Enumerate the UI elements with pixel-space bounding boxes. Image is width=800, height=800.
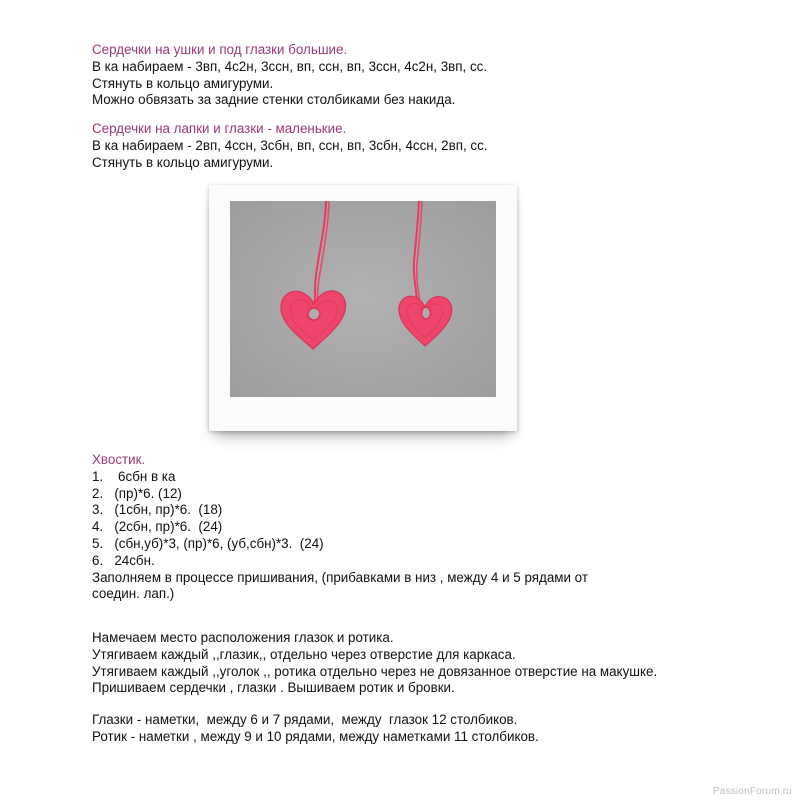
photo-background xyxy=(230,201,496,397)
pattern-row: 1. 6сбн в ка xyxy=(92,468,176,484)
instruction-line: Стянуть в кольцо амигуруми. xyxy=(92,154,274,170)
instruction-line: В ка набираем - 3вп, 4с2н, 3ссн, вп, ссн, вп, 3ссн, 4с2н, 3вп, сс. xyxy=(92,58,488,74)
section-small-hearts xyxy=(92,121,488,171)
hearts-photo-frame xyxy=(209,185,517,431)
section-tail xyxy=(92,452,588,603)
assembly-line: Пришиваем сердечки , глазки . Вышиваем ротик и бровки. xyxy=(92,680,455,696)
pattern-row: 5. (сбн,уб)*3, (пр)*6, (уб,сбн)*3. (24) xyxy=(92,535,324,551)
section-big-hearts-title: Сердечки на ушки и под глазки большие. xyxy=(92,42,348,57)
watermark: PassionForum.ru xyxy=(712,786,792,797)
pattern-row: 3. (1сбн, пр)*6. (18) xyxy=(92,502,223,518)
instruction-line: Можно обвязать за задние стенки столбиками без накида. xyxy=(92,92,456,108)
instruction-line: Стянуть в кольцо амигуруми. xyxy=(92,75,274,91)
tail-note: соедин. лап.) xyxy=(92,586,175,602)
section-big-hearts xyxy=(92,42,487,109)
pattern-row: 2. (пр)*6. (12) xyxy=(92,485,182,501)
section-assembly xyxy=(92,630,657,697)
heart-center-hole xyxy=(308,308,320,320)
pattern-row: 4. (2сбн, пр)*6. (24) xyxy=(92,519,223,535)
section-marks xyxy=(92,712,539,746)
assembly-line: Намечаем место расположения глазок и ротика. xyxy=(92,630,394,645)
marks-line: Ротик - наметки , между 9 и 10 рядами, между наметками 11 столбиков. xyxy=(92,728,539,744)
assembly-line: Утягиваем каждый ,,глазик,, отдельно через отверстие для каркаса. xyxy=(92,646,516,662)
instruction-line: В ка набираем - 2вп, 4ссн, 3сбн, вп, ссн, вп, 3сбн, 4ссн, 2вп, сс. xyxy=(92,137,488,153)
heart-center-hole xyxy=(422,307,431,319)
pattern-row: 6. 24сбн. xyxy=(92,552,155,568)
hearts-photo xyxy=(230,201,496,397)
section-tail-title: Хвостик. xyxy=(92,452,146,467)
tail-note: Заполняем в процессе пришивания, (прибавками в низ , между 4 и 5 рядами от xyxy=(92,569,588,585)
marks-line: Глазки - наметки, между 6 и 7 рядами, между глазок 12 столбиков. xyxy=(92,712,518,727)
assembly-line: Утягиваем каждый ,,уголок ,, ротика отдельно через не довязанное отверстие на макушке. xyxy=(92,663,658,679)
section-small-hearts-title: Сердечки на лапки и глазки - маленькие. xyxy=(92,121,347,136)
